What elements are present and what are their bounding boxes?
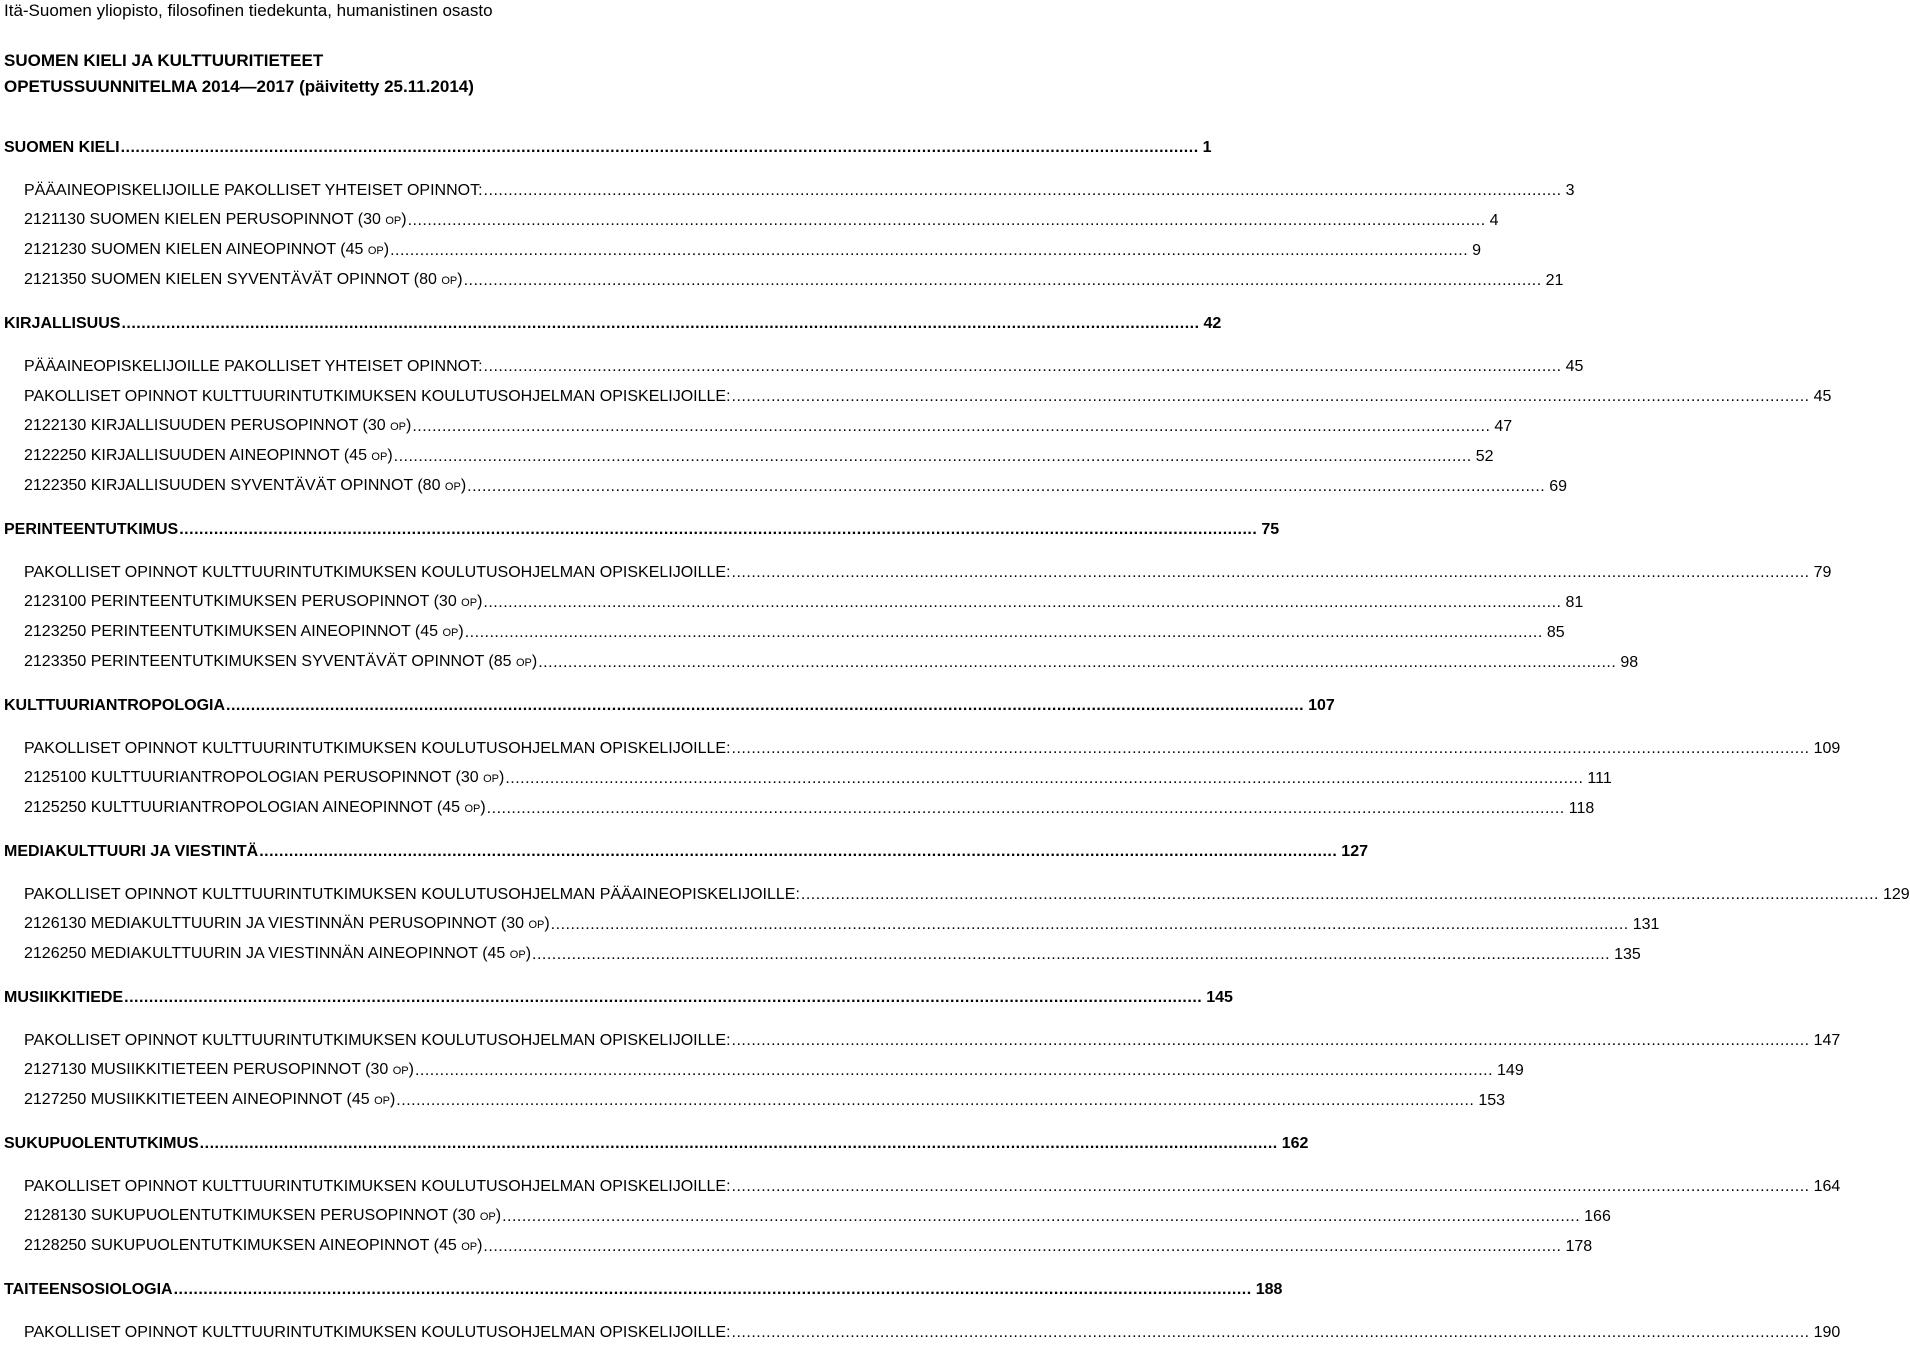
toc-entry[interactable]	[24, 1235, 1593, 1257]
toc-dot-leader: ..........................................................................................................................................................................................................................	[731, 740, 1810, 757]
toc-entry-title	[24, 387, 731, 407]
document-subtitle: OPETUSSUUNNITELMA 2014—2017 (päivitetty 25.11.2014)	[4, 77, 474, 96]
toc-page-number: 118	[1568, 800, 1595, 817]
toc-dot-leader: ..........................................................................................................................................................................................................................	[120, 139, 1199, 156]
toc-entry-title	[24, 563, 731, 583]
toc-entry-title	[24, 181, 483, 201]
toc-entry-title-text: 2125100 KULTTUURIANTROPOLOGIAN PERUSOPINNOT (30	[24, 769, 484, 786]
toc-entry[interactable]	[24, 1029, 1841, 1051]
toc-dot-leader: ..........................................................................................................................................................................................................................	[800, 886, 1879, 903]
toc-entry-title-text: 2127130 MUSIIKKITIETEEN PERUSOPINNOT (30	[24, 1061, 393, 1078]
toc-dot-leader: ..........................................................................................................................................................................................................................	[407, 212, 1486, 229]
toc-entry-title-text: 2128250 SUKUPUOLENTUTKIMUKSEN AINEOPINNOT (45	[24, 1237, 462, 1254]
toc-entry-op-unit: OP	[367, 245, 384, 257]
toc-dot-leader: ..........................................................................................................................................................................................................................	[483, 594, 1562, 611]
toc-page-number: 21	[1545, 272, 1564, 289]
toc-heading-entry[interactable]	[4, 518, 1280, 540]
toc-entry-title	[24, 446, 393, 467]
toc-entry-title	[24, 652, 537, 673]
toc-entry-title-text: PERINTEENTUTKIMUS	[4, 521, 179, 538]
toc-entry-op-unit: OP	[444, 481, 461, 493]
toc-page-number: 109	[1813, 740, 1841, 757]
toc-entry-title-text: 2121130 SUOMEN KIELEN PERUSOPINNOT (30	[24, 211, 386, 228]
toc-page-number: 188	[1255, 1281, 1283, 1298]
toc-entry[interactable]	[24, 913, 1660, 935]
toc-dot-leader: ..........................................................................................................................................................................................................................	[550, 916, 1629, 933]
toc-entry-title-text: 2126250 MEDIAKULTTUURIN JA VIESTINNÄN AINEOPINNOT (45	[24, 945, 510, 962]
toc-entry-title-text: 2122250 KIRJALLISUUDEN AINEOPINNOT (45	[24, 447, 372, 464]
toc-page-number: 111	[1587, 770, 1612, 787]
toc-page-number: 164	[1813, 1178, 1841, 1195]
toc-heading-entry[interactable]	[4, 840, 1368, 862]
toc-page-number: 178	[1565, 1238, 1593, 1255]
toc-entry-op-unit: OP	[528, 919, 545, 931]
toc-entry-title	[4, 1280, 173, 1300]
toc-page-number: 4	[1489, 212, 1499, 229]
toc-dot-leader: ..........................................................................................................................................................................................................................	[259, 843, 1338, 860]
toc-entry-title	[24, 476, 466, 497]
toc-entry-title-text: 2122350 KIRJALLISUUDEN SYVENTÄVÄT OPINNOT (80	[24, 477, 445, 494]
toc-entry-title-suffix: )	[480, 799, 486, 816]
toc-entry-title-text: PAKOLLISET OPINNOT KULTTUURINTUTKIMUKSEN KOULUTUSOHJELMAN PÄÄAINEOPISKELIJOILLE:	[24, 886, 800, 903]
toc-page-number: 149	[1497, 1062, 1524, 1079]
toc-page-number: 3	[1565, 182, 1575, 199]
toc-dot-leader: ..........................................................................................................................................................................................................................	[731, 1324, 1810, 1341]
toc-entry-title-suffix: )	[531, 653, 538, 670]
toc-entry-title-suffix: )	[525, 945, 532, 962]
toc-entry[interactable]	[24, 1089, 1506, 1111]
toc-entry[interactable]	[24, 591, 1584, 613]
toc-page-number: 145	[1206, 989, 1233, 1006]
toc-entry[interactable]	[24, 445, 1494, 467]
toc-entry-title-text: SUKUPUOLENTUTKIMUS	[4, 1135, 199, 1152]
toc-entry-op-unit: OP	[371, 451, 388, 463]
toc-page-number: 47	[1494, 418, 1513, 435]
toc-page-number: 98	[1620, 654, 1639, 671]
toc-entry-op-unit: OP	[461, 1241, 478, 1253]
toc-entry-title	[24, 1323, 731, 1343]
toc-entry-title-text: MEDIAKULTTUURI JA VIESTINTÄ	[4, 843, 259, 860]
toc-page-number: 190	[1813, 1324, 1841, 1341]
toc-page-number: 69	[1549, 478, 1568, 495]
toc-entry-title-text: 2123250 PERINTEENTUTKIMUKSEN AINEOPINNOT (45	[24, 623, 443, 640]
toc-entry-title-text: KIRJALLISUUS	[4, 315, 121, 332]
toc-entry-title	[4, 520, 178, 540]
toc-dot-leader: ..........................................................................................................................................................................................................................	[396, 1092, 1475, 1109]
toc-entry-title	[24, 622, 464, 643]
toc-page-number: 135	[1614, 946, 1641, 963]
toc-entry-title	[24, 1177, 731, 1197]
toc-entry-op-unit: OP	[483, 773, 499, 785]
toc-heading-entry[interactable]	[4, 986, 1233, 1008]
toc-page-number: 79	[1813, 564, 1832, 581]
toc-page-number: 9	[1472, 242, 1482, 259]
toc-entry[interactable]	[24, 239, 1482, 261]
toc-entry-title-text: 2121350 SUOMEN KIELEN SYVENTÄVÄT OPINNOT (80	[24, 271, 442, 288]
toc-entry-title-text: PÄÄAINEOPISKELIJOILLE PAKOLLISET YHTEISET OPINNOT:	[24, 358, 483, 375]
toc-dot-leader: ..........................................................................................................................................................................................................................	[505, 770, 1584, 787]
toc-entry-title-suffix: )	[457, 271, 463, 288]
toc-entry-title-suffix: )	[495, 1207, 502, 1224]
toc-entry-title	[4, 314, 120, 334]
toc-page-number: 162	[1281, 1135, 1309, 1152]
toc-entry[interactable]	[24, 621, 1565, 643]
toc-entry[interactable]	[24, 797, 1595, 819]
toc-entry-op-unit: OP	[392, 1065, 409, 1077]
toc-entry-op-unit: OP	[516, 657, 532, 669]
toc-dot-leader: ..........................................................................................................................................................................................................................	[226, 697, 1305, 714]
toc-entry-op-unit: OP	[390, 421, 406, 433]
toc-entry[interactable]	[24, 1205, 1611, 1227]
toc-page-number: 147	[1813, 1032, 1841, 1049]
toc-entry-title	[24, 592, 482, 613]
toc-page-number: 45	[1565, 358, 1584, 375]
toc-entry[interactable]	[24, 355, 1584, 377]
toc-entry-title-text: KULTTUURIANTROPOLOGIA	[4, 697, 226, 714]
toc-entry-title-text: 2122130 KIRJALLISUUDEN PERUSOPINNOT (30	[24, 417, 391, 434]
toc-entry-op-unit: OP	[442, 627, 459, 639]
toc-entry-title-suffix: )	[405, 417, 412, 434]
toc-entry-title-suffix: )	[544, 915, 550, 932]
toc-entry-title-suffix: )	[383, 241, 390, 258]
toc-entry[interactable]	[24, 1175, 1841, 1197]
toc-entry-title-text: PAKOLLISET OPINNOT KULTTUURINTUTKIMUKSEN KOULUTUSOHJELMAN OPISKELIJOILLE:	[24, 740, 731, 757]
toc-entry-title-text: PAKOLLISET OPINNOT KULTTUURINTUTKIMUKSEN KOULUTUSOHJELMAN OPISKELIJOILLE:	[24, 1324, 731, 1341]
toc-dot-leader: ..........................................................................................................................................................................................................................	[199, 1135, 1278, 1152]
toc-entry[interactable]	[24, 883, 1910, 905]
toc-entry-title-suffix: )	[499, 769, 505, 786]
toc-entry-title	[4, 842, 258, 862]
toc-entry-title	[4, 696, 225, 716]
toc-entry-title	[24, 1236, 482, 1257]
toc-heading-entry[interactable]	[4, 1132, 1309, 1154]
toc-entry-title-text: 2123350 PERINTEENTUTKIMUKSEN SYVENTÄVÄT OPINNOT (85	[24, 653, 516, 670]
toc-entry-title-text: 2123100 PERINTEENTUTKIMUKSEN PERUSOPINNOT (30	[24, 593, 462, 610]
toc-entry-title-text: PAKOLLISET OPINNOT KULTTUURINTUTKIMUKSEN KOULUTUSOHJELMAN OPISKELIJOILLE:	[24, 1032, 731, 1049]
toc-dot-leader: ..........................................................................................................................................................................................................................	[486, 800, 1565, 817]
toc-page-number: 131	[1632, 916, 1660, 933]
toc-entry[interactable]	[24, 179, 1575, 201]
toc-page-number: 153	[1478, 1092, 1506, 1109]
toc-entry[interactable]	[24, 415, 1513, 437]
toc-dot-leader: ..........................................................................................................................................................................................................................	[393, 448, 1472, 465]
toc-entry[interactable]	[24, 269, 1564, 291]
toc-dot-leader: ..........................................................................................................................................................................................................................	[463, 272, 1542, 289]
toc-entry-title-suffix: )	[387, 447, 393, 464]
toc-entry[interactable]	[24, 651, 1639, 673]
toc-entry-title-text: SUOMEN KIELI	[4, 139, 120, 156]
institution-line: Itä-Suomen yliopisto, filosofinen tiedekunta, humanistinen osasto	[4, 1, 493, 20]
toc-entry[interactable]	[24, 943, 1641, 965]
toc-heading-entry[interactable]	[4, 694, 1335, 716]
toc-entry-op-unit: OP	[374, 1095, 390, 1107]
toc-entry-title-text: 2126130 MEDIAKULTTUURIN JA VIESTINNÄN PERUSOPINNOT (30	[24, 915, 529, 932]
toc-entry-title-text: 2127250 MUSIIKKITIETEEN AINEOPINNOT (45	[24, 1091, 375, 1108]
toc-entry[interactable]	[24, 767, 1612, 789]
toc-entry[interactable]	[24, 737, 1841, 759]
toc-dot-leader: ..........................................................................................................................................................................................................................	[731, 1032, 1810, 1049]
toc-dot-leader: ..........................................................................................................................................................................................................................	[412, 418, 1491, 435]
toc-entry-title	[24, 240, 389, 261]
toc-entry-title	[4, 138, 120, 158]
toc-entry-title-text: PAKOLLISET OPINNOT KULTTUURINTUTKIMUKSEN KOULUTUSOHJELMAN OPISKELIJOILLE:	[24, 564, 731, 581]
toc-dot-leader: ..........................................................................................................................................................................................................................	[502, 1208, 1581, 1225]
toc-entry-title	[24, 885, 800, 905]
toc-entry-title-suffix: )	[460, 477, 467, 494]
toc-dot-leader: ..........................................................................................................................................................................................................................	[532, 946, 1611, 963]
toc-dot-leader: ..........................................................................................................................................................................................................................	[124, 989, 1203, 1006]
toc-page-number: 85	[1546, 624, 1565, 641]
toc-entry-title	[24, 944, 531, 965]
toc-entry[interactable]	[24, 1059, 1524, 1081]
toc-page-number: 42	[1203, 315, 1222, 332]
toc-entry-title	[24, 768, 504, 789]
toc-entry-title-text: MUSIIKKITIEDE	[4, 989, 124, 1006]
toc-dot-leader: ..........................................................................................................................................................................................................................	[483, 1238, 1562, 1255]
toc-dot-leader: ..........................................................................................................................................................................................................................	[179, 521, 1258, 538]
toc-page-number: 107	[1308, 697, 1335, 714]
toc-entry-title-text: PÄÄAINEOPISKELIJOILLE PAKOLLISET YHTEISET OPINNOT:	[24, 182, 483, 199]
toc-entry-title-suffix: )	[477, 593, 483, 610]
toc-entry-title-suffix: )	[458, 623, 464, 640]
toc-dot-leader: ..........................................................................................................................................................................................................................	[731, 1178, 1810, 1195]
toc-entry-op-unit: OP	[385, 215, 402, 227]
toc-entry[interactable]	[24, 561, 1832, 583]
toc-entry-title	[24, 1060, 414, 1081]
toc-entry-op-unit: OP	[464, 803, 481, 815]
toc-dot-leader: ..........................................................................................................................................................................................................................	[121, 315, 1200, 332]
toc-entry-title-text: 2128130 SUKUPUOLENTUTKIMUKSEN PERUSOPINNOT (30	[24, 1207, 480, 1224]
toc-entry[interactable]	[24, 1321, 1841, 1343]
toc-heading-entry[interactable]	[4, 312, 1222, 334]
toc-entry-title	[24, 914, 550, 935]
toc-entry-title-suffix: )	[401, 211, 407, 228]
toc-entry-title	[24, 798, 486, 819]
toc-page-number: 52	[1475, 448, 1494, 465]
toc-entry-title-suffix: )	[408, 1061, 414, 1078]
toc-entry-op-unit: OP	[509, 949, 526, 961]
toc-page-number: 127	[1341, 843, 1368, 860]
toc-entry-title	[24, 357, 483, 377]
toc-entry-op-unit: OP	[441, 275, 458, 287]
toc-entry-title	[24, 210, 407, 231]
toc-dot-leader: ..........................................................................................................................................................................................................................	[414, 1062, 1494, 1079]
toc-dot-leader: ..........................................................................................................................................................................................................................	[467, 478, 1546, 495]
toc-entry-title-text: PAKOLLISET OPINNOT KULTTUURINTUTKIMUKSEN KOULUTUSOHJELMAN OPISKELIJOILLE:	[24, 388, 731, 405]
toc-entry-title-text: PAKOLLISET OPINNOT KULTTUURINTUTKIMUKSEN KOULUTUSOHJELMAN OPISKELIJOILLE:	[24, 1178, 731, 1195]
toc-entry[interactable]	[24, 209, 1499, 231]
toc-heading-entry[interactable]	[4, 1278, 1283, 1300]
toc-entry-title	[24, 270, 463, 291]
toc-dot-leader: ..........................................................................................................................................................................................................................	[390, 242, 1469, 259]
toc-dot-leader: ..........................................................................................................................................................................................................................	[464, 624, 1543, 641]
toc-entry-title-suffix: )	[389, 1091, 396, 1108]
toc-entry-title-suffix: )	[477, 1237, 483, 1254]
toc-page-number: 81	[1565, 594, 1584, 611]
toc-page-number: 75	[1261, 521, 1280, 538]
document-title: SUOMEN KIELI JA KULTTUURITIETEET	[4, 51, 324, 70]
toc-entry-title	[24, 416, 411, 437]
toc-page-number: 45	[1813, 388, 1832, 405]
toc-entry-title	[4, 1134, 199, 1154]
toc-entry[interactable]	[24, 385, 1832, 407]
toc-entry-title	[24, 739, 731, 759]
toc-entry-op-unit: OP	[479, 1211, 496, 1223]
toc-entry-title-text: 2121230 SUOMEN KIELEN AINEOPINNOT (45	[24, 241, 368, 258]
toc-page-number: 1	[1202, 139, 1212, 156]
toc-page-number: 129	[1882, 886, 1910, 903]
toc-entry-title	[4, 988, 123, 1008]
toc-dot-leader: ..........................................................................................................................................................................................................................	[731, 564, 1810, 581]
toc-dot-leader: ..........................................................................................................................................................................................................................	[731, 388, 1810, 405]
toc-entry-title	[24, 1031, 731, 1051]
toc-dot-leader: ..........................................................................................................................................................................................................................	[173, 1281, 1252, 1298]
toc-entry[interactable]	[24, 475, 1568, 497]
toc-entry-title	[24, 1206, 501, 1227]
toc-dot-leader: ..........................................................................................................................................................................................................................	[538, 654, 1617, 671]
toc-dot-leader: ..........................................................................................................................................................................................................................	[483, 358, 1562, 375]
toc-dot-leader: ..........................................................................................................................................................................................................................	[483, 182, 1562, 199]
toc-entry-title	[24, 1090, 395, 1111]
toc-entry-op-unit: OP	[461, 597, 478, 609]
toc-entry-title-text: 2125250 KULTTUURIANTROPOLOGIAN AINEOPINNOT (45	[24, 799, 465, 816]
toc-heading-entry[interactable]	[4, 136, 1212, 158]
toc-entry-title-text: TAITEENSOSIOLOGIA	[4, 1281, 173, 1298]
toc-page-number: 166	[1584, 1208, 1611, 1225]
